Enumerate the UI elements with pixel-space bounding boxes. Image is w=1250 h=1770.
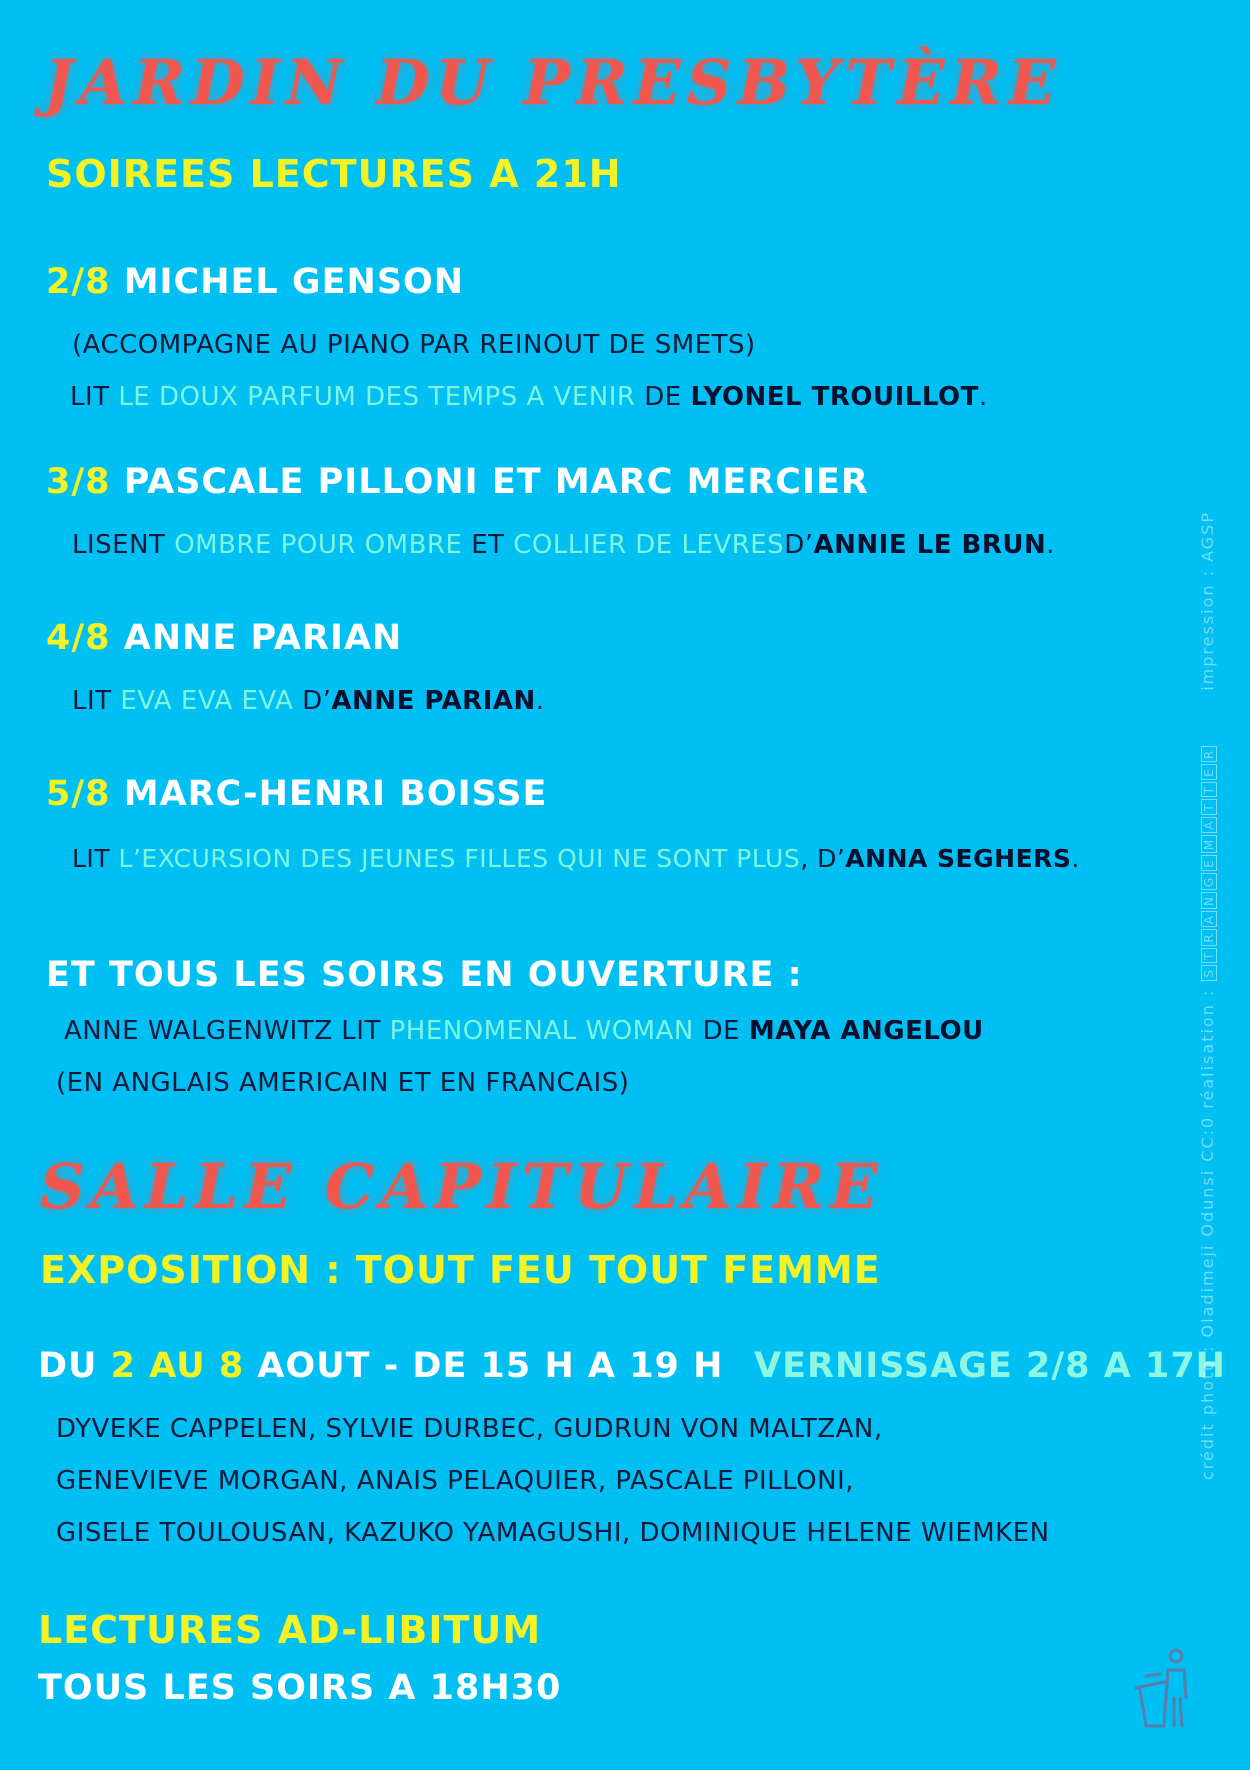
joiner: D’ (784, 530, 814, 560)
book-title: OMBRE POUR OMBRE (174, 530, 463, 560)
event-reading (70, 382, 988, 412)
salle-heading: SALLE CAPITULAIRE (40, 1150, 884, 1223)
credit-letter: S (1201, 965, 1217, 981)
credit-letter: M (1201, 835, 1217, 853)
dates-prefix: DU (38, 1346, 98, 1386)
event-2-8-header (46, 262, 464, 302)
event-reading (72, 844, 1080, 873)
event-reading (72, 530, 1055, 560)
and: ET (471, 530, 505, 560)
book-title: LE DOUX PARFUM DES TEMPS A VENIR (118, 382, 636, 412)
end-dot: . (1071, 844, 1080, 873)
joiner: DE (702, 1016, 741, 1046)
book-title: L’EXCURSION DES JEUNES FILLES QUI NE SONT PLUS (118, 844, 801, 873)
dates-suffix: AOUT - DE 15 H A 19 H (257, 1346, 724, 1386)
book-title: PHENOMENAL WOMAN (389, 1016, 694, 1046)
opening-reading (64, 1016, 984, 1046)
event-note: (ACCOMPAGNE AU PIANO PAR REINOUT DE SMETS) (72, 330, 756, 360)
credit-letter: A (1201, 911, 1217, 927)
credit-letter: T (1201, 799, 1217, 814)
event-reader: MARC-HENRI BOISSE (123, 774, 548, 814)
event-4-8-header (46, 618, 402, 658)
trash-bin-person-icon (1130, 1646, 1196, 1732)
credit-letter: R (1201, 929, 1217, 945)
verb: LISENT (72, 530, 166, 560)
verb: LIT (70, 382, 110, 412)
vernissage: VERNISSAGE 2/8 A 17H (754, 1346, 1226, 1386)
exhibition-title: EXPOSITION : TOUT FEU TOUT FEMME (40, 1248, 881, 1292)
book-author: ANNE PARIAN (331, 686, 536, 716)
event-reader: MICHEL GENSON (123, 262, 465, 302)
credit-letter: G (1201, 873, 1217, 890)
end-dot: . (978, 382, 988, 412)
opening-heading: ET TOUS LES SOIRS EN OUVERTURE : (46, 955, 803, 995)
credit-impression: impression : AGSP (1198, 511, 1217, 691)
credit-letter: N (1201, 892, 1217, 909)
joiner: DE (644, 382, 682, 412)
adlib-time: TOUS LES SOIRS A 18H30 (38, 1668, 562, 1708)
end-dot: . (1046, 530, 1055, 560)
credit-letter: A (1201, 817, 1217, 833)
verb: LIT (72, 844, 111, 873)
credit-letter: R (1201, 746, 1217, 762)
artist-line: DYVEKE CAPPELEN, SYLVIE DURBEC, GUDRUN VON MALTZAN, (56, 1414, 883, 1444)
joiner: D’ (302, 686, 332, 716)
joiner: , D’ (800, 844, 846, 873)
event-reading (72, 686, 545, 716)
event-date: 4/8 (46, 618, 111, 658)
book-title: EVA EVA EVA (120, 686, 294, 716)
event-date: 3/8 (46, 462, 111, 502)
event-reader: PASCALE PILLONI ET MARC MERCIER (123, 462, 869, 502)
artist-line: GENEVIEVE MORGAN, ANAIS PELAQUIER, PASCALE PILLONI, (56, 1466, 855, 1496)
book-author: LYONEL TROUILLOT (690, 382, 979, 412)
jardin-heading: JARDIN DU PRESBYTÈRE (44, 46, 1062, 119)
credit-line (1198, 511, 1217, 1480)
book-author: MAYA ANGELOU (748, 1016, 984, 1046)
jardin-subheading: SOIREES LECTURES A 21H (46, 152, 622, 196)
credit-letter: T (1201, 782, 1217, 797)
opening-reader: ANNE WALGENWITZ LIT (64, 1016, 381, 1046)
artist-line: GISELE TOULOUSAN, KAZUKO YAMAGUSHI, DOMINIQUE HELENE WIEMKEN (56, 1518, 1050, 1548)
event-reader: ANNE PARIAN (123, 618, 403, 658)
adlib-heading: LECTURES AD-LIBITUM (38, 1608, 542, 1652)
dates-range: 2 AU 8 (110, 1346, 245, 1386)
end-dot: . (535, 686, 545, 716)
verb: LIT (72, 686, 112, 716)
credit-text: crédit photo : Oladimeji Odunsi CC:0 réalisation : (1198, 988, 1217, 1480)
event-3-8-header (46, 462, 869, 502)
opening-note: (EN ANGLAIS AMERICAIN ET EN FRANCAIS) (56, 1068, 630, 1098)
exhibition-dates (38, 1346, 723, 1386)
credit-letter: E (1201, 764, 1217, 780)
event-5-8-header (46, 774, 547, 814)
event-date: 5/8 (46, 774, 111, 814)
book-author: ANNIE LE BRUN (813, 530, 1047, 560)
credit-letter: E (1201, 855, 1217, 871)
book-title-2: COLLIER DE LEVRES (513, 530, 785, 560)
event-date: 2/8 (46, 262, 111, 302)
book-author: ANNA SEGHERS (845, 844, 1072, 873)
credit-letter: T (1201, 948, 1217, 963)
